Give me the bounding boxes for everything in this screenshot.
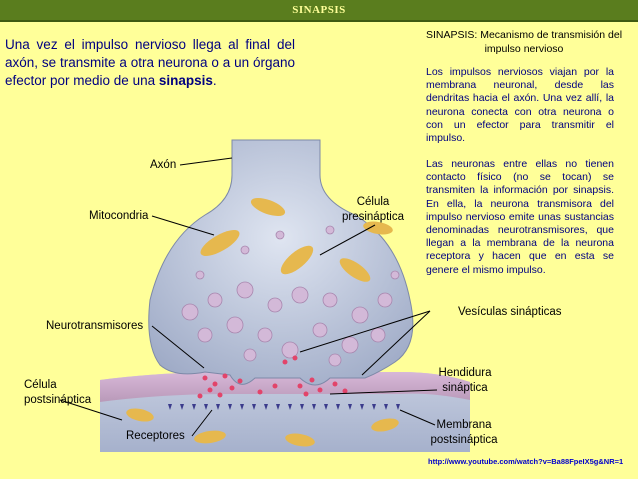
label-presynaptic-cell-line-2: presináptica	[341, 211, 404, 223]
label-presynaptic-cell	[338, 195, 408, 225]
source-link[interactable]: http://www.youtube.com/watch?v=Ba88FpeIX5g&NR=1	[428, 457, 624, 466]
label-receptors: Receptores	[126, 430, 185, 442]
label-synaptic-cleft	[427, 366, 503, 396]
page-title: SINAPSIS	[292, 4, 346, 16]
label-postsynaptic-membrane-line-2: postsináptica	[430, 434, 498, 446]
label-postsynaptic-membrane-line-1: Membrana	[436, 419, 492, 431]
label-mitochondria: Mitocondria	[89, 210, 149, 222]
label-presynaptic-cell-line-1: Célula	[356, 196, 390, 208]
label-neurotransmitters: Neurotransmisores	[46, 320, 144, 332]
label-axon: Axón	[150, 159, 177, 171]
intro-text-after: .	[212, 73, 217, 88]
label-postsynaptic-cell	[24, 378, 91, 408]
presynaptic-terminal	[149, 140, 413, 385]
side-panel-paragraph-1: Los impulsos nerviosos viajan por la membrana neuronal, desde las dendritas hacia el axón. Una vez allí, la neurona conecta con otra neurona o con un efector para transmitir el impulso.	[426, 66, 614, 145]
label-postsynaptic-cell-line-2: postsináptica	[24, 394, 92, 406]
label-synaptic-cleft-line-1: Hendidura	[438, 367, 492, 379]
label-synaptic-cleft-line-2: sináptica	[442, 382, 488, 394]
intro-bold-word: sinapsis	[158, 73, 213, 88]
label-postsynaptic-cell-line-1: Célula	[24, 379, 57, 391]
side-panel-paragraph-2: Las neuronas entre ellas no tienen contacto físico (no se tocan) se transmiten la información por sinapsis. En ella, la neurona transmisora del impulso nervioso emite unas sustancias denominadas neurotransmisores, que llegan a la membrana de la neurona receptora y hacen que en esta se genere el mismo impulso.	[426, 158, 614, 276]
intro-text-before: Una vez el impulso nervioso llega al final del axón, se transmite a otra neurona o a un órgano efector por medio de una	[5, 37, 295, 88]
side-panel-title: SINAPSIS: Mecanismo de transmisión del impulso nervioso	[425, 29, 623, 55]
label-synaptic-vesicles: Vesículas sinápticas	[458, 306, 562, 318]
label-postsynaptic-membrane	[425, 418, 503, 448]
